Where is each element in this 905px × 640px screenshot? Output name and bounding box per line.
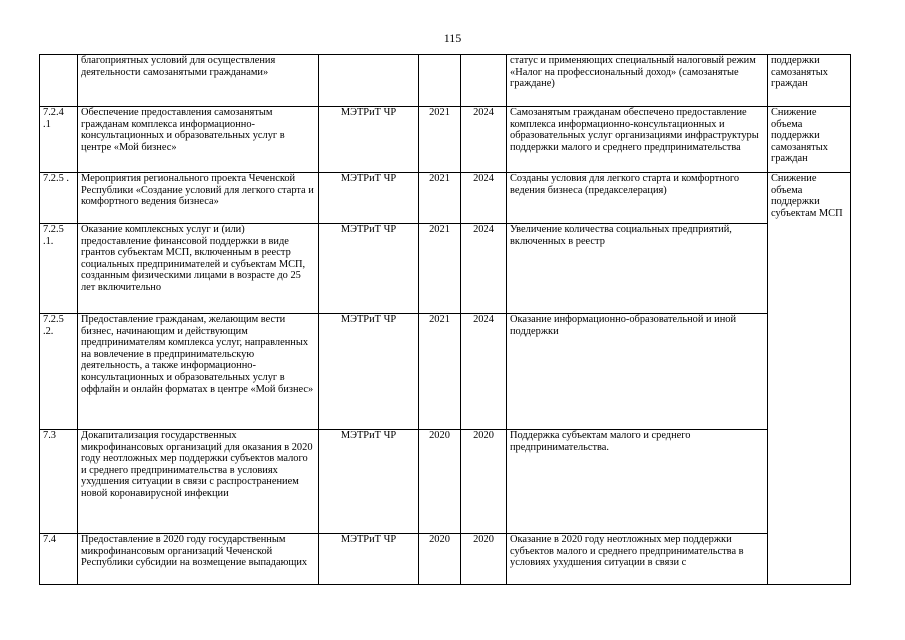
responsible-org: МЭТРиТ ЧР <box>319 224 419 314</box>
start-year: 2020 <box>419 430 461 534</box>
merged-indicator: Снижение объема поддержки субъектам МСП <box>768 173 851 585</box>
measure-name: Предоставление гражданам, желающим вести бизнес, начинающим и действующим предпринимателям комплекса услуг, направленных на вовлечение в предпринимательскую деятельность, а также информационно-консультационных и образовательных услуг в оффлайн и онлайн форматах в центре «Мой бизнес» <box>78 314 319 430</box>
row-number: 7.2.5 .2. <box>40 314 78 430</box>
expected-result: Созданы условия для легкого старта и комфортного ведения бизнеса (предакселерация) <box>507 173 768 224</box>
row-number: 7.2.4 .1 <box>40 107 78 173</box>
end-year: 2020 <box>461 534 507 585</box>
expected-result: Оказание в 2020 году неотложных мер поддержки субъектов малого и среднего предпринимательства в условиях ухудшения ситуации в связи с <box>507 534 768 585</box>
row-number <box>40 55 78 107</box>
indicator: Снижение объема поддержки самозанятых граждан <box>768 107 851 173</box>
table-row <box>40 173 851 224</box>
start-year: 2021 <box>419 314 461 430</box>
start-year: 2021 <box>419 224 461 314</box>
indicator: поддержки самозанятых граждан <box>768 55 851 107</box>
row-number: 7.2.5 .1. <box>40 224 78 314</box>
table-row <box>40 55 851 107</box>
page-number: 115 <box>443 31 462 45</box>
table-row <box>40 430 851 534</box>
responsible-org: МЭТРиТ ЧР <box>319 534 419 585</box>
end-year: 2020 <box>461 430 507 534</box>
measure-name: Докапитализация государственных микрофинансовых организаций для оказания в 2020 году неотложных мер поддержки субъектов малого и среднего предпринимательства в условиях ухудшения ситуации в связи с распространением новой коронавирусной инфекции <box>78 430 319 534</box>
table-row <box>40 107 851 173</box>
responsible-org: МЭТРиТ ЧР <box>319 430 419 534</box>
end-year: 2024 <box>461 314 507 430</box>
responsible-org: МЭТРиТ ЧР <box>319 173 419 224</box>
table-row <box>40 534 851 585</box>
measure-name: Оказание комплексных услуг и (или) предоставление финансовой поддержки в виде грантов субъектам МСП, включенным в реестр социальных предпринимателей и субъектам МСП, созданным физическими лицами в возрасте до 25 лет включительно <box>78 224 319 314</box>
table-row <box>40 314 851 430</box>
end-year: 2024 <box>461 224 507 314</box>
expected-result: Оказание информационно-образовательной и иной поддержки <box>507 314 768 430</box>
start-year: 2020 <box>419 534 461 585</box>
start-year: 2021 <box>419 107 461 173</box>
row-number: 7.3 <box>40 430 78 534</box>
expected-result: Поддержка субъектам малого и среднего предпринимательства. <box>507 430 768 534</box>
responsible-org <box>319 55 419 107</box>
measures-table <box>39 54 851 585</box>
responsible-org: МЭТРиТ ЧР <box>319 314 419 430</box>
expected-result: Увеличение количества социальных предприятий, включенных в реестр <box>507 224 768 314</box>
start-year: 2021 <box>419 173 461 224</box>
end-year: 2024 <box>461 107 507 173</box>
table-row <box>40 224 851 314</box>
end-year <box>461 55 507 107</box>
expected-result: статус и применяющих специальный налоговый режим «Налог на профессиональный доход» (самозанятые граждане) <box>507 55 768 107</box>
row-number: 7.2.5 . <box>40 173 78 224</box>
measure-name: благоприятных условий для осуществления деятельности самозанятыми гражданами» <box>78 55 319 107</box>
measure-name: Мероприятия регионального проекта Чеченской Республики «Создание условий для легкого старта и комфортного ведения бизнеса» <box>78 173 319 224</box>
end-year: 2024 <box>461 173 507 224</box>
measure-name: Предоставление в 2020 году государственным микрофинансовым организаций Чеченской Республики субсидии на возмещение выпадающих <box>78 534 319 585</box>
start-year <box>419 55 461 107</box>
row-number: 7.4 <box>40 534 78 585</box>
responsible-org: МЭТРиТ ЧР <box>319 107 419 173</box>
expected-result: Самозанятым гражданам обеспечено предоставление комплекса информационно-консультационных и образовательных услуг организациями инфраструктуры поддержки малого и среднего предпринимательства <box>507 107 768 173</box>
measure-name: Обеспечение предоставления самозанятым гражданам комплекса информационно-консультационных и образовательных услуг в центре «Мой бизнес» <box>78 107 319 173</box>
